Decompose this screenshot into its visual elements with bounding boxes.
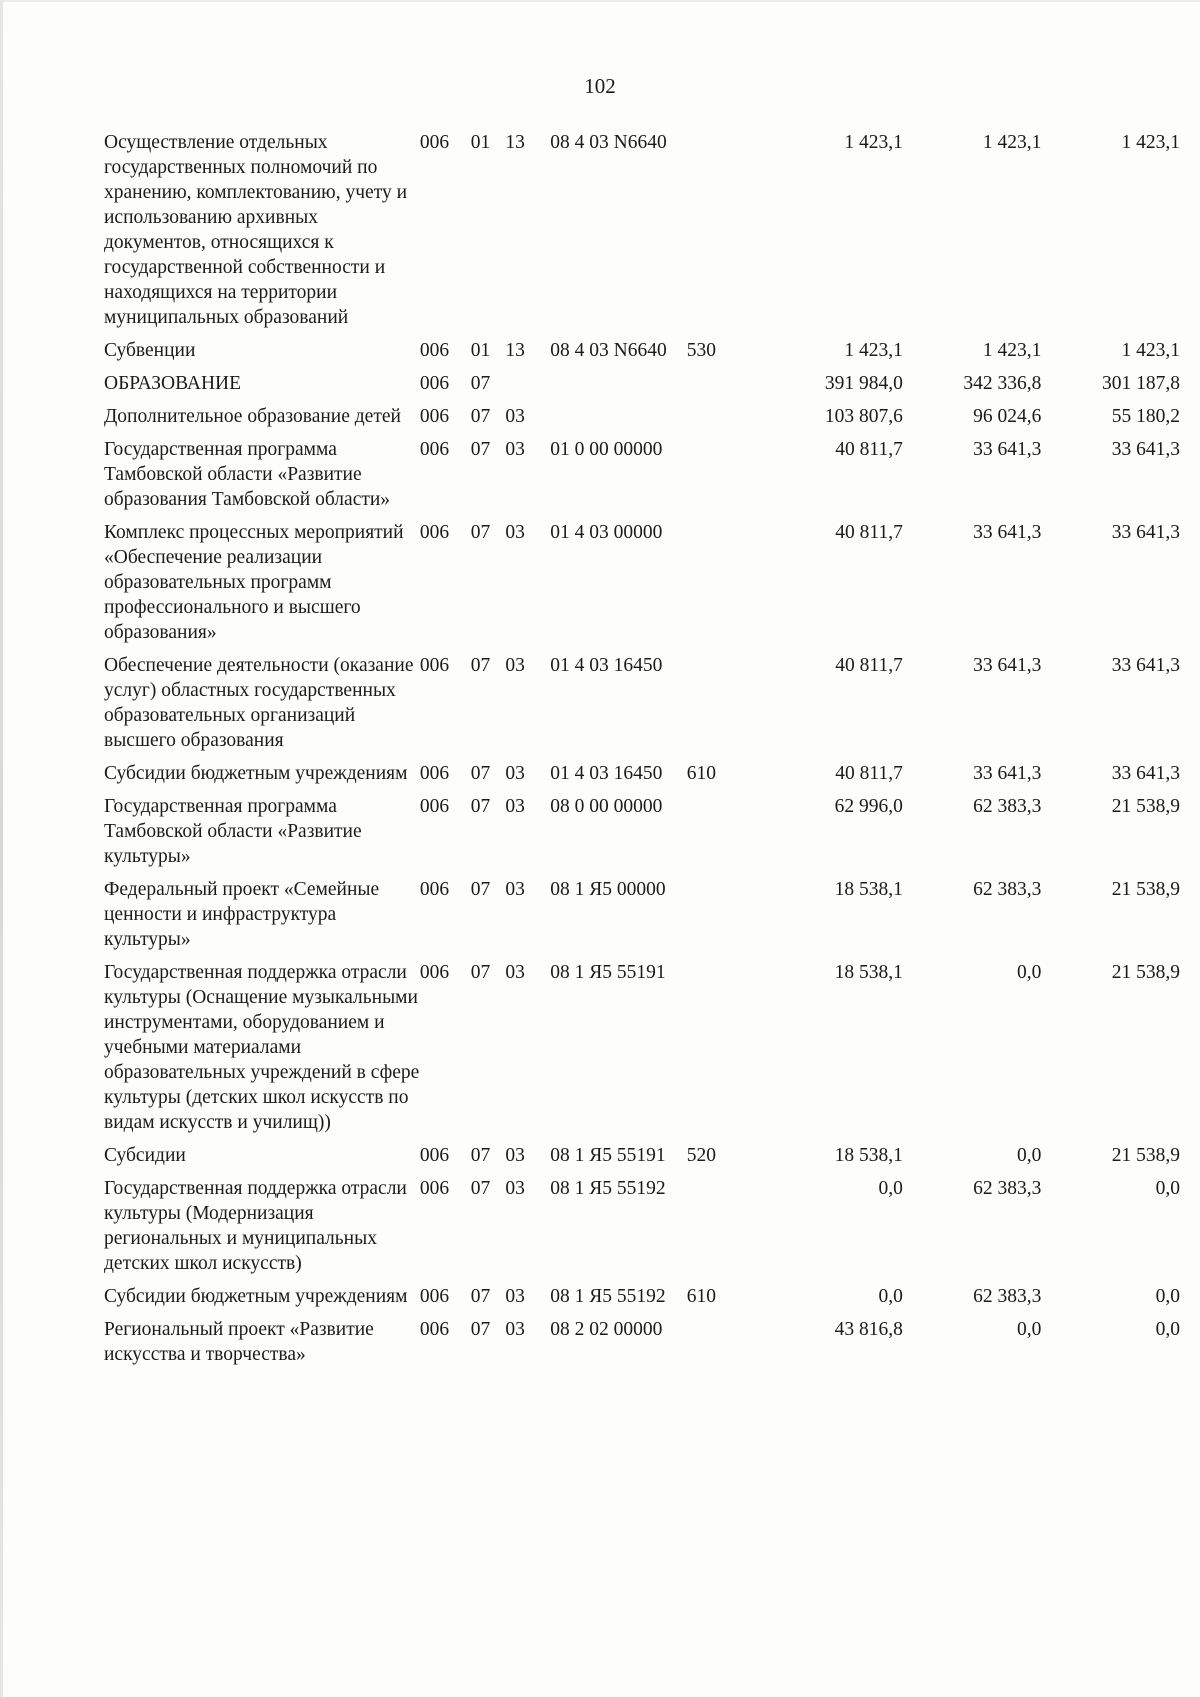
table-row xyxy=(104,960,1184,1143)
row-amount-year1: 0,0 xyxy=(878,1178,903,1199)
row-amount-year2: 62 383,3 xyxy=(973,796,1042,817)
row-amount-year2: 1 423,1 xyxy=(982,132,1042,153)
table-row xyxy=(104,404,1184,437)
row-amount-year2: 33 641,3 xyxy=(973,439,1042,460)
row-amount-year3: 0,0 xyxy=(1155,1178,1180,1199)
row-ved-code: 006 xyxy=(419,1145,450,1166)
row-amount-year2: 0,0 xyxy=(1017,1319,1042,1340)
row-expense-type-code xyxy=(687,404,746,437)
row-expense-type-code xyxy=(687,653,746,761)
row-subsection-code: 03 xyxy=(505,406,525,427)
row-section-code: 01 xyxy=(470,340,491,361)
row-expense-type-code xyxy=(687,371,746,404)
row-section-code: 07 xyxy=(470,406,491,427)
row-target-code: 08 4 03 N6640 xyxy=(550,132,667,153)
row-ved-code: 006 xyxy=(419,1178,450,1199)
scan-edge-top xyxy=(0,0,1200,2)
table-row xyxy=(104,653,1184,761)
row-subsection-code: 03 xyxy=(505,1286,525,1307)
table-row xyxy=(104,437,1184,520)
table-row xyxy=(104,794,1184,877)
row-name: Субсидии бюджетным учреждениям xyxy=(104,763,408,784)
row-ved-code: 006 xyxy=(419,796,450,817)
row-name: Субсидии бюджетным учреждениям xyxy=(104,1286,408,1307)
row-subsection-code: 03 xyxy=(505,1178,525,1199)
row-section-code: 07 xyxy=(470,655,491,676)
row-subsection-code: 03 xyxy=(505,1145,525,1166)
row-amount-year2: 33 641,3 xyxy=(973,763,1042,784)
row-amount-year1: 62 996,0 xyxy=(834,796,903,817)
row-target-code: 08 1 Я5 55192 xyxy=(550,1178,666,1199)
row-subsection-code: 03 xyxy=(505,962,525,983)
row-expense-type-code xyxy=(687,794,746,877)
table-body xyxy=(104,130,1184,1375)
row-amount-year1: 40 811,7 xyxy=(835,763,903,784)
row-amount-year2: 33 641,3 xyxy=(973,522,1042,543)
row-section-code: 07 xyxy=(470,439,491,460)
row-ved-code: 006 xyxy=(419,962,450,983)
row-amount-year1: 0,0 xyxy=(878,1286,903,1307)
row-section-code: 01 xyxy=(470,132,491,153)
row-amount-year1: 18 538,1 xyxy=(834,1145,903,1166)
row-name: ОБРАЗОВАНИЕ xyxy=(104,373,242,394)
row-subsection-code: 13 xyxy=(505,132,525,153)
row-amount-year1: 103 807,6 xyxy=(824,406,903,427)
row-amount-year1: 40 811,7 xyxy=(835,439,903,460)
row-amount-year3: 1 423,1 xyxy=(1121,132,1180,153)
row-name: Государственная программа Тамбовской области «Развитие образования Тамбовской области» xyxy=(104,439,391,510)
row-amount-year2: 33 641,3 xyxy=(973,655,1042,676)
table-row xyxy=(104,338,1184,371)
row-name: Региональный проект «Развитие искусства и творчества» xyxy=(104,1319,374,1365)
row-amount-year3: 21 538,9 xyxy=(1111,879,1180,900)
scan-edge-left xyxy=(0,0,3,1697)
row-amount-year1: 1 423,1 xyxy=(844,132,903,153)
row-amount-year1: 18 538,1 xyxy=(834,962,903,983)
row-amount-year3: 33 641,3 xyxy=(1111,522,1180,543)
row-subsection-code: 03 xyxy=(505,879,525,900)
row-amount-year2: 62 383,3 xyxy=(973,879,1042,900)
row-target-code: 08 0 00 00000 xyxy=(550,796,663,817)
row-amount-year1: 1 423,1 xyxy=(844,340,903,361)
table-row xyxy=(104,1143,1184,1176)
row-amount-year2: 342 336,8 xyxy=(963,373,1042,394)
row-ved-code: 006 xyxy=(419,1319,450,1340)
row-expense-type-code xyxy=(687,130,746,338)
table-row xyxy=(104,371,1184,404)
row-section-code: 07 xyxy=(470,1286,491,1307)
row-amount-year3: 21 538,9 xyxy=(1111,1145,1180,1166)
row-amount-year2: 62 383,3 xyxy=(973,1286,1042,1307)
table-row xyxy=(104,1176,1184,1284)
row-amount-year2: 0,0 xyxy=(1017,962,1042,983)
table-row xyxy=(104,1317,1184,1375)
table-row xyxy=(104,761,1184,794)
row-section-code: 07 xyxy=(470,522,491,543)
row-subsection-code: 03 xyxy=(505,1319,525,1340)
row-name: Субвенции xyxy=(104,340,196,361)
row-section-code: 07 xyxy=(470,1319,491,1340)
row-expense-type-code xyxy=(687,1176,746,1284)
row-amount-year3: 33 641,3 xyxy=(1111,763,1180,784)
row-section-code: 07 xyxy=(470,1178,491,1199)
row-ved-code: 006 xyxy=(419,373,450,394)
row-subsection-code: 03 xyxy=(505,522,525,543)
row-ved-code: 006 xyxy=(419,763,450,784)
row-amount-year2: 96 024,6 xyxy=(973,406,1042,427)
row-target-code: 08 1 Я5 00000 xyxy=(550,879,666,900)
row-amount-year3: 301 187,8 xyxy=(1102,373,1180,394)
row-name: Осуществление отдельных государственных полномочий по хранению, комплектованию, учету и использованию архивных документов, относящихся к государственной собственности и находящихся на территории муниципальных образований xyxy=(104,132,408,328)
row-target-code: 08 4 03 N6640 xyxy=(550,340,667,361)
row-name: Дополнительное образование детей xyxy=(104,406,401,427)
row-name: Комплекс процессных мероприятий «Обеспечение реализации образовательных программ профессионального и высшего образования» xyxy=(104,522,404,643)
row-subsection-code: 03 xyxy=(505,796,525,817)
row-target-code xyxy=(550,404,687,437)
row-expense-type-code: 520 xyxy=(686,1145,717,1166)
row-target-code: 01 4 03 16450 xyxy=(550,763,663,784)
row-subsection-code: 03 xyxy=(505,655,525,676)
row-expense-type-code xyxy=(687,1317,746,1375)
row-expense-type-code: 610 xyxy=(686,763,717,784)
row-ved-code: 006 xyxy=(419,879,450,900)
row-name: Субсидии xyxy=(104,1145,186,1166)
row-amount-year3: 21 538,9 xyxy=(1111,962,1180,983)
row-amount-year1: 40 811,7 xyxy=(835,522,903,543)
row-name: Государственная поддержка отрасли культуры (Оснащение музыкальными инструментами, оборудованием и учебными материалами образовательных учреждений в сфере культуры (детских школ искусств по видам искусств и училищ)) xyxy=(104,962,420,1133)
row-amount-year3: 1 423,1 xyxy=(1121,340,1180,361)
table-row xyxy=(104,520,1184,653)
row-expense-type-code: 610 xyxy=(686,1286,717,1307)
row-expense-type-code xyxy=(687,437,746,520)
row-target-code: 08 1 Я5 55192 xyxy=(550,1286,666,1307)
row-ved-code: 006 xyxy=(419,132,450,153)
row-amount-year1: 43 816,8 xyxy=(834,1319,903,1340)
row-section-code: 07 xyxy=(470,1145,491,1166)
row-amount-year3: 21 538,9 xyxy=(1111,796,1180,817)
row-target-code: 01 4 03 00000 xyxy=(550,522,663,543)
row-ved-code: 006 xyxy=(419,1286,450,1307)
row-ved-code: 006 xyxy=(419,439,450,460)
row-target-code xyxy=(550,371,687,404)
row-section-code: 07 xyxy=(470,763,491,784)
row-subsection-code: 03 xyxy=(505,763,525,784)
row-target-code: 01 4 03 16450 xyxy=(550,655,663,676)
row-subsection-code: 13 xyxy=(505,340,525,361)
row-expense-type-code xyxy=(687,520,746,653)
row-amount-year3: 0,0 xyxy=(1155,1319,1180,1340)
table-row xyxy=(104,877,1184,960)
row-amount-year3: 55 180,2 xyxy=(1111,406,1180,427)
row-section-code: 07 xyxy=(470,796,491,817)
table-row xyxy=(104,130,1184,338)
row-name: Обеспечение деятельности (оказание услуг) областных государственных образовательных организаций высшего образования xyxy=(104,655,414,751)
row-amount-year1: 18 538,1 xyxy=(834,879,903,900)
row-ved-code: 006 xyxy=(419,522,450,543)
row-section-code: 07 xyxy=(470,879,491,900)
row-ved-code: 006 xyxy=(419,340,450,361)
row-amount-year2: 1 423,1 xyxy=(982,340,1042,361)
row-ved-code: 006 xyxy=(419,655,450,676)
table-row xyxy=(104,1284,1184,1317)
row-section-code: 07 xyxy=(470,962,491,983)
row-ved-code: 006 xyxy=(419,406,450,427)
row-target-code: 08 1 Я5 55191 xyxy=(550,1145,666,1166)
row-subsection-code: 03 xyxy=(505,439,525,460)
row-name: Государственная поддержка отрасли культуры (Модернизация региональных и муниципальных детских школ искусств) xyxy=(104,1178,407,1274)
row-subsection-code xyxy=(505,371,550,404)
row-amount-year3: 33 641,3 xyxy=(1111,655,1180,676)
row-name: Государственная программа Тамбовской области «Развитие культуры» xyxy=(104,796,362,867)
row-amount-year2: 0,0 xyxy=(1017,1145,1042,1166)
row-amount-year1: 391 984,0 xyxy=(824,373,903,394)
row-amount-year3: 33 641,3 xyxy=(1111,439,1180,460)
row-section-code: 07 xyxy=(470,373,491,394)
row-amount-year3: 0,0 xyxy=(1155,1286,1180,1307)
page-number: 102 xyxy=(584,74,616,98)
budget-table xyxy=(104,130,1184,1375)
row-name: Федеральный проект «Семейные ценности и инфраструктура культуры» xyxy=(104,879,380,950)
row-target-code: 08 1 Я5 55191 xyxy=(550,962,666,983)
row-expense-type-code xyxy=(687,877,746,960)
row-target-code: 01 0 00 00000 xyxy=(550,439,663,460)
row-amount-year1: 40 811,7 xyxy=(835,655,903,676)
row-target-code: 08 2 02 00000 xyxy=(550,1319,663,1340)
row-expense-type-code xyxy=(687,960,746,1143)
row-expense-type-code: 530 xyxy=(686,340,717,361)
row-amount-year2: 62 383,3 xyxy=(973,1178,1042,1199)
